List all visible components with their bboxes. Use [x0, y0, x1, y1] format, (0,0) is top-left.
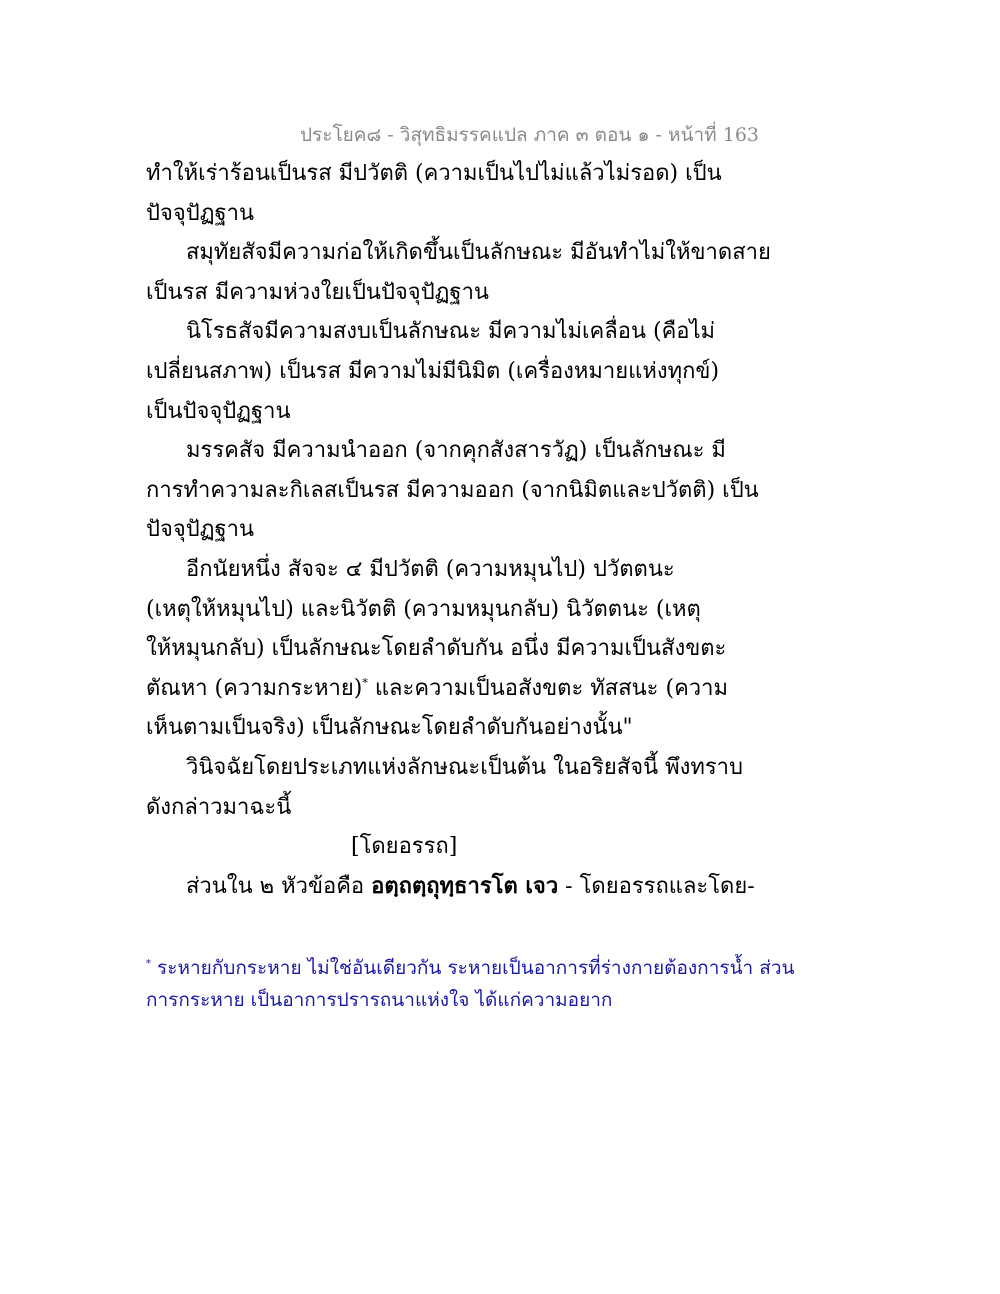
text-line: การทำความละกิเลสเป็นรส มีความออก (จากนิมิตและปวัตติ) เป็น	[146, 477, 759, 503]
section-heading: [โดยอรรถ]	[351, 834, 458, 860]
paragraph-6	[146, 748, 746, 827]
text-line: เปลี่ยนสภาพ) เป็นรส มีความไม่มีนิมิต (เครื่องหมายแห่งทุกข์)	[146, 358, 720, 384]
text-line: เห็นตามเป็นจริง) เป็นลักษณะโดยลำดับกันอย่างนั้น"	[146, 715, 633, 741]
pali-term: อตฺถตฺถุทฺธารโต เจว	[371, 872, 559, 899]
text-line: ให้หมุนกลับ) เป็นลักษณะโดยลำดับกัน อนึ่ง มีความเป็นสังขตะ	[146, 636, 727, 662]
text-line: เป็นปัจจุปัฏฐาน	[146, 398, 291, 424]
text-segment: ส่วนใน ๒ หัวข้อคือ	[186, 873, 372, 899]
footnote-mark: *	[146, 958, 151, 970]
footnote	[146, 952, 795, 1016]
text-segment: ตัณหา (ความกระหาย)	[146, 675, 363, 701]
text-line: ดังกล่าวมาฉะนี้	[146, 794, 292, 820]
text-line: เป็นรส มีความห่วงใยเป็นปัจจุปัฏฐาน	[146, 279, 489, 305]
text-segment: และความเป็นอสังขตะ ทัสสนะ (ความ	[367, 675, 728, 701]
paragraph-7	[146, 867, 755, 907]
text-line: ปัจจุปัฏฐาน	[146, 517, 255, 543]
paragraph-1	[146, 154, 746, 233]
page-header: ประโยค๘ - วิสุทธิมรรคแปล ภาค ๓ ตอน ๑ - หน้าที่ 163	[300, 124, 760, 146]
paragraph-5	[146, 550, 746, 748]
footnote-reference: *	[362, 676, 368, 690]
text-line: อีกนัยหนึ่ง สัจจะ ๔ มีปวัตติ (ความหมุนไป) ปวัตตนะ	[186, 556, 675, 582]
text-line: วินิจฉัยโดยประเภทแห่งลักษณะเป็นต้น ในอริยสัจนี้ พึงทราบ	[186, 754, 744, 780]
text-line: สมุทัยสัจมีความก่อให้เกิดขึ้นเป็นลักษณะ มีอันทำไม่ให้ขาดสาย	[186, 240, 771, 266]
text-line: ทำให้เร่าร้อนเป็นรส มีปวัตติ (ความเป็นไปไม่แล้วไม่รอด) เป็น	[146, 161, 722, 186]
footnote-line: การกระหาย เป็นอาการปรารถนาแห่งใจ ได้แก่ความอยาก	[146, 989, 613, 1011]
footnote-line	[146, 952, 795, 984]
footnote-text: ระหายกับกระหาย ไม่ใช่อันเดียวกัน ระหายเป็นอาการที่ร่างกายต้องการน้ำ ส่วน	[151, 957, 795, 979]
paragraph-4	[146, 431, 759, 550]
text-line	[146, 669, 746, 709]
body-text	[146, 154, 771, 906]
text-segment: - โดยอรรถและโดย-	[558, 873, 755, 899]
text-line: ปัจจุปัฏฐาน	[146, 200, 255, 226]
text-line	[146, 867, 755, 907]
paragraph-3	[146, 312, 746, 431]
text-line: (เหตุให้หมุนไป) และนิวัตติ (ความหมุนกลับ) นิวัตตนะ (เหตุ	[146, 596, 701, 622]
text-line: นิโรธสัจมีความสงบเป็นลักษณะ มีความไม่เคลื่อน (คือไม่	[186, 319, 716, 345]
text-line: มรรคสัจ มีความนำออก (จากคุกสังสารวัฏ) เป็นลักษณะ มี	[186, 438, 726, 464]
paragraph-2	[146, 233, 771, 312]
